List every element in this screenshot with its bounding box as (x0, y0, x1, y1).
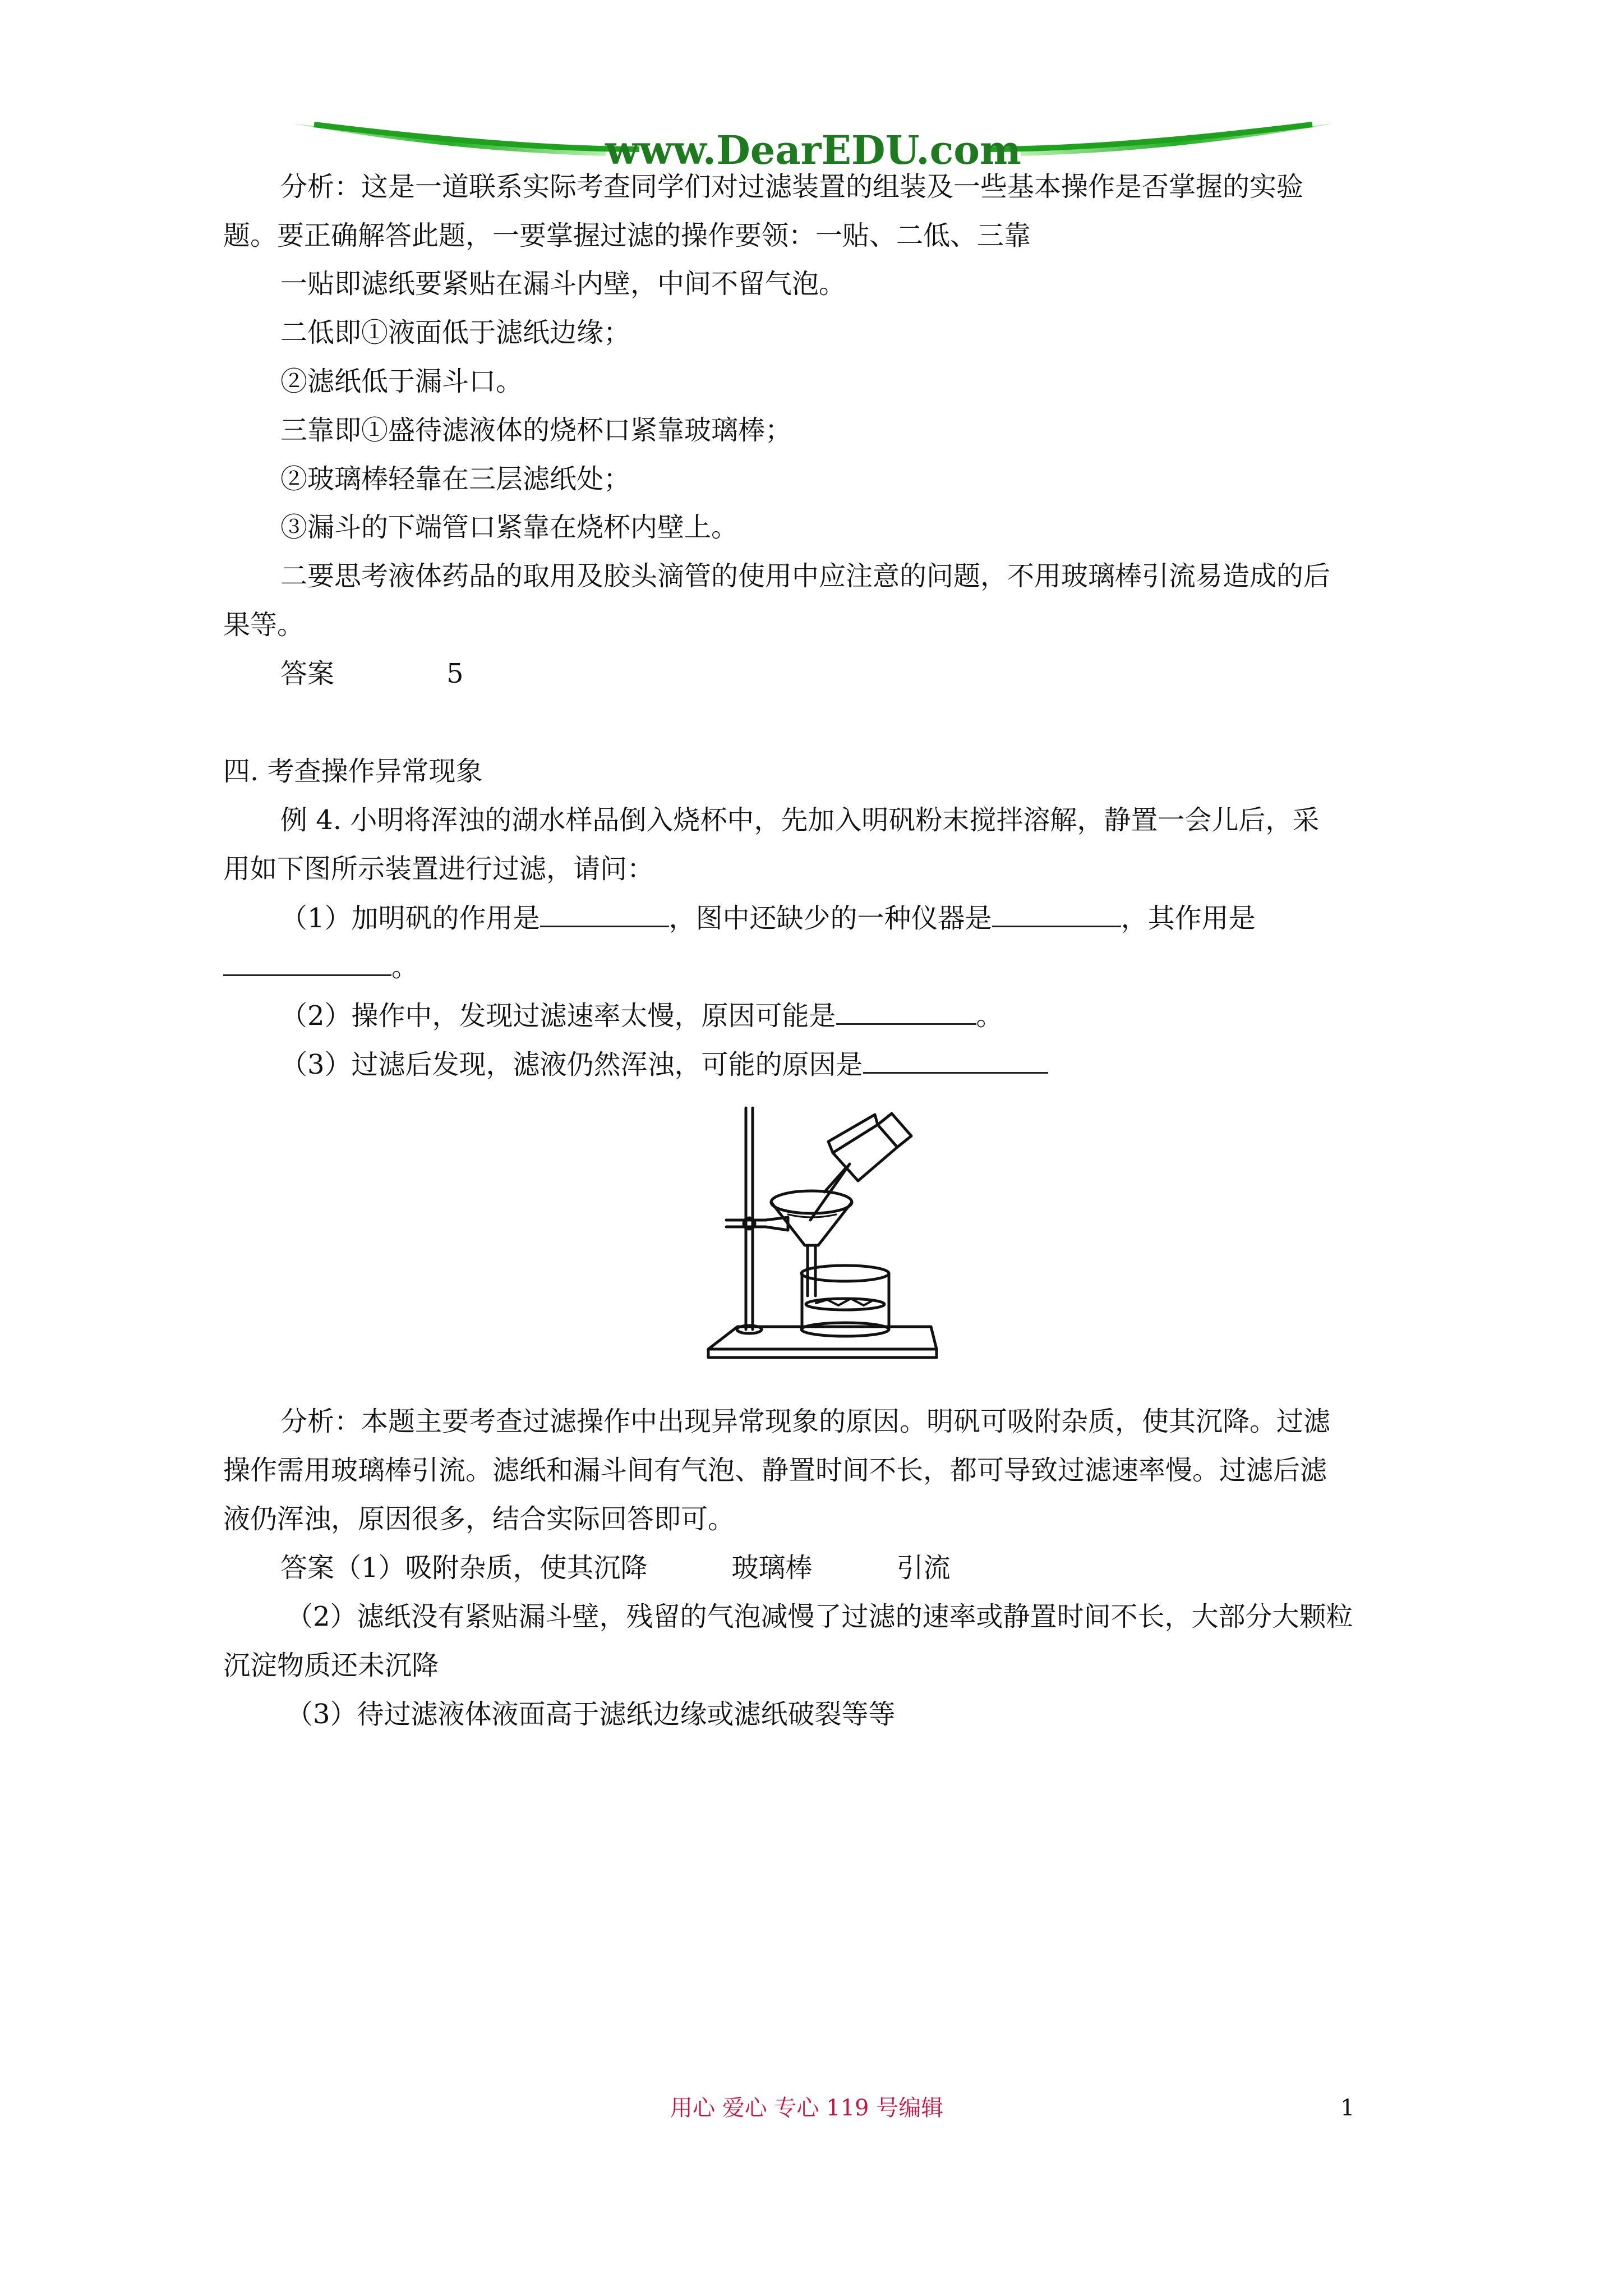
text-line: ③漏斗的下端管口紧靠在烧杯内壁上。 (280, 512, 739, 543)
text-line: 用如下图所示装置进行过滤，请问： (223, 853, 654, 885)
text-line: （3）待过滤液体液面高于滤纸边缘或滤纸破裂等等 (286, 1699, 896, 1730)
text-line: 分析：这是一道联系实际考查同学们对过滤装置的组装及一些基本操作是否掌握的实验 (280, 171, 1304, 203)
question-3 (280, 1047, 1048, 1082)
question-text: 。 (391, 951, 419, 983)
question-text: 。 (976, 1000, 1003, 1032)
question-1-cont (223, 950, 418, 984)
answer-value: 5 (446, 658, 464, 689)
text-line: 例 4. 小明将浑浊的湖水样品倒入烧杯中，先加入明矾粉末搅拌溶解，静置一会儿后，采 (280, 804, 1320, 836)
text-line: 题。要正确解答此题，一要掌握过滤的操作要领：一贴、二低、三靠 (223, 220, 1031, 251)
text-line: 操作需用玻璃棒引流。滤纸和漏斗间有气泡、静置时间不长，都可导致过滤速率慢。过滤后滤 (223, 1455, 1327, 1486)
text-line: 二低即①液面低于滤纸边缘； (280, 317, 631, 348)
text-line: 沉淀物质还未沉降 (223, 1650, 439, 1681)
text-line: 分析：本题主要考查过滤操作中出现异常现象的原因。明矾可吸附杂质，使其沉降。过滤 (280, 1406, 1331, 1437)
text-line: 一贴即滤纸要紧贴在漏斗内壁，中间不留气泡。 (280, 268, 846, 300)
logo-swoosh-icon (292, 112, 1335, 174)
question-2 (280, 999, 1003, 1033)
question-text: ，图中还缺少的一种仪器是 (668, 903, 992, 934)
filtration-apparatus-figure (704, 1102, 939, 1374)
answer-blank (836, 999, 976, 1025)
text-line: 果等。 (223, 609, 305, 641)
text-line: ②滤纸低于漏斗口。 (280, 366, 523, 397)
question-text: （3）过滤后发现，滤液仍然浑浊，可能的原因是 (280, 1049, 863, 1080)
answer-text: 引流 (896, 1552, 951, 1584)
filtration-apparatus-icon (704, 1102, 939, 1374)
text-line: 液仍浑浊，原因很多，结合实际回答即可。 (223, 1503, 735, 1535)
text-line: ②玻璃棒轻靠在三层滤纸处； (280, 463, 631, 495)
answer-blank (223, 950, 391, 976)
question-text: （2）操作中，发现过滤速率太慢，原因可能是 (280, 1000, 836, 1032)
question-text: （1）加明矾的作用是 (280, 903, 540, 934)
answer-line (280, 657, 464, 691)
question-1 (280, 901, 1256, 935)
header-logo (292, 112, 1335, 174)
answer-blank (863, 1047, 1048, 1074)
answer-text: 玻璃棒 (731, 1552, 813, 1584)
text-line: 三靠即①盛待滤液体的烧杯口紧靠玻璃棒； (280, 415, 792, 446)
text-line: （2）滤纸没有紧贴漏斗壁，残留的气泡减慢了过滤的速率或静置时间不长，大部分大颗粒 (286, 1601, 1353, 1632)
text-line: 二要思考液体药品的取用及胶头滴管的使用中应注意的问题，不用玻璃棒引流易造成的后 (280, 560, 1331, 592)
logo-text: www.DearEDU.com (605, 127, 1022, 173)
page-number: 1 (1340, 2095, 1355, 2121)
footer-text: 用心 爱心 专心 119 号编辑 (670, 2095, 944, 2121)
section-heading: 四. 考查操作异常现象 (223, 756, 483, 787)
answer-line (280, 1551, 951, 1585)
answer-label: 答案 (280, 658, 335, 689)
answer-blank (992, 901, 1121, 927)
answer-blank (540, 901, 669, 927)
answer-text: 答案（1）吸附杂质，使其沉降 (280, 1552, 648, 1584)
question-text: ，其作用是 (1121, 903, 1256, 934)
